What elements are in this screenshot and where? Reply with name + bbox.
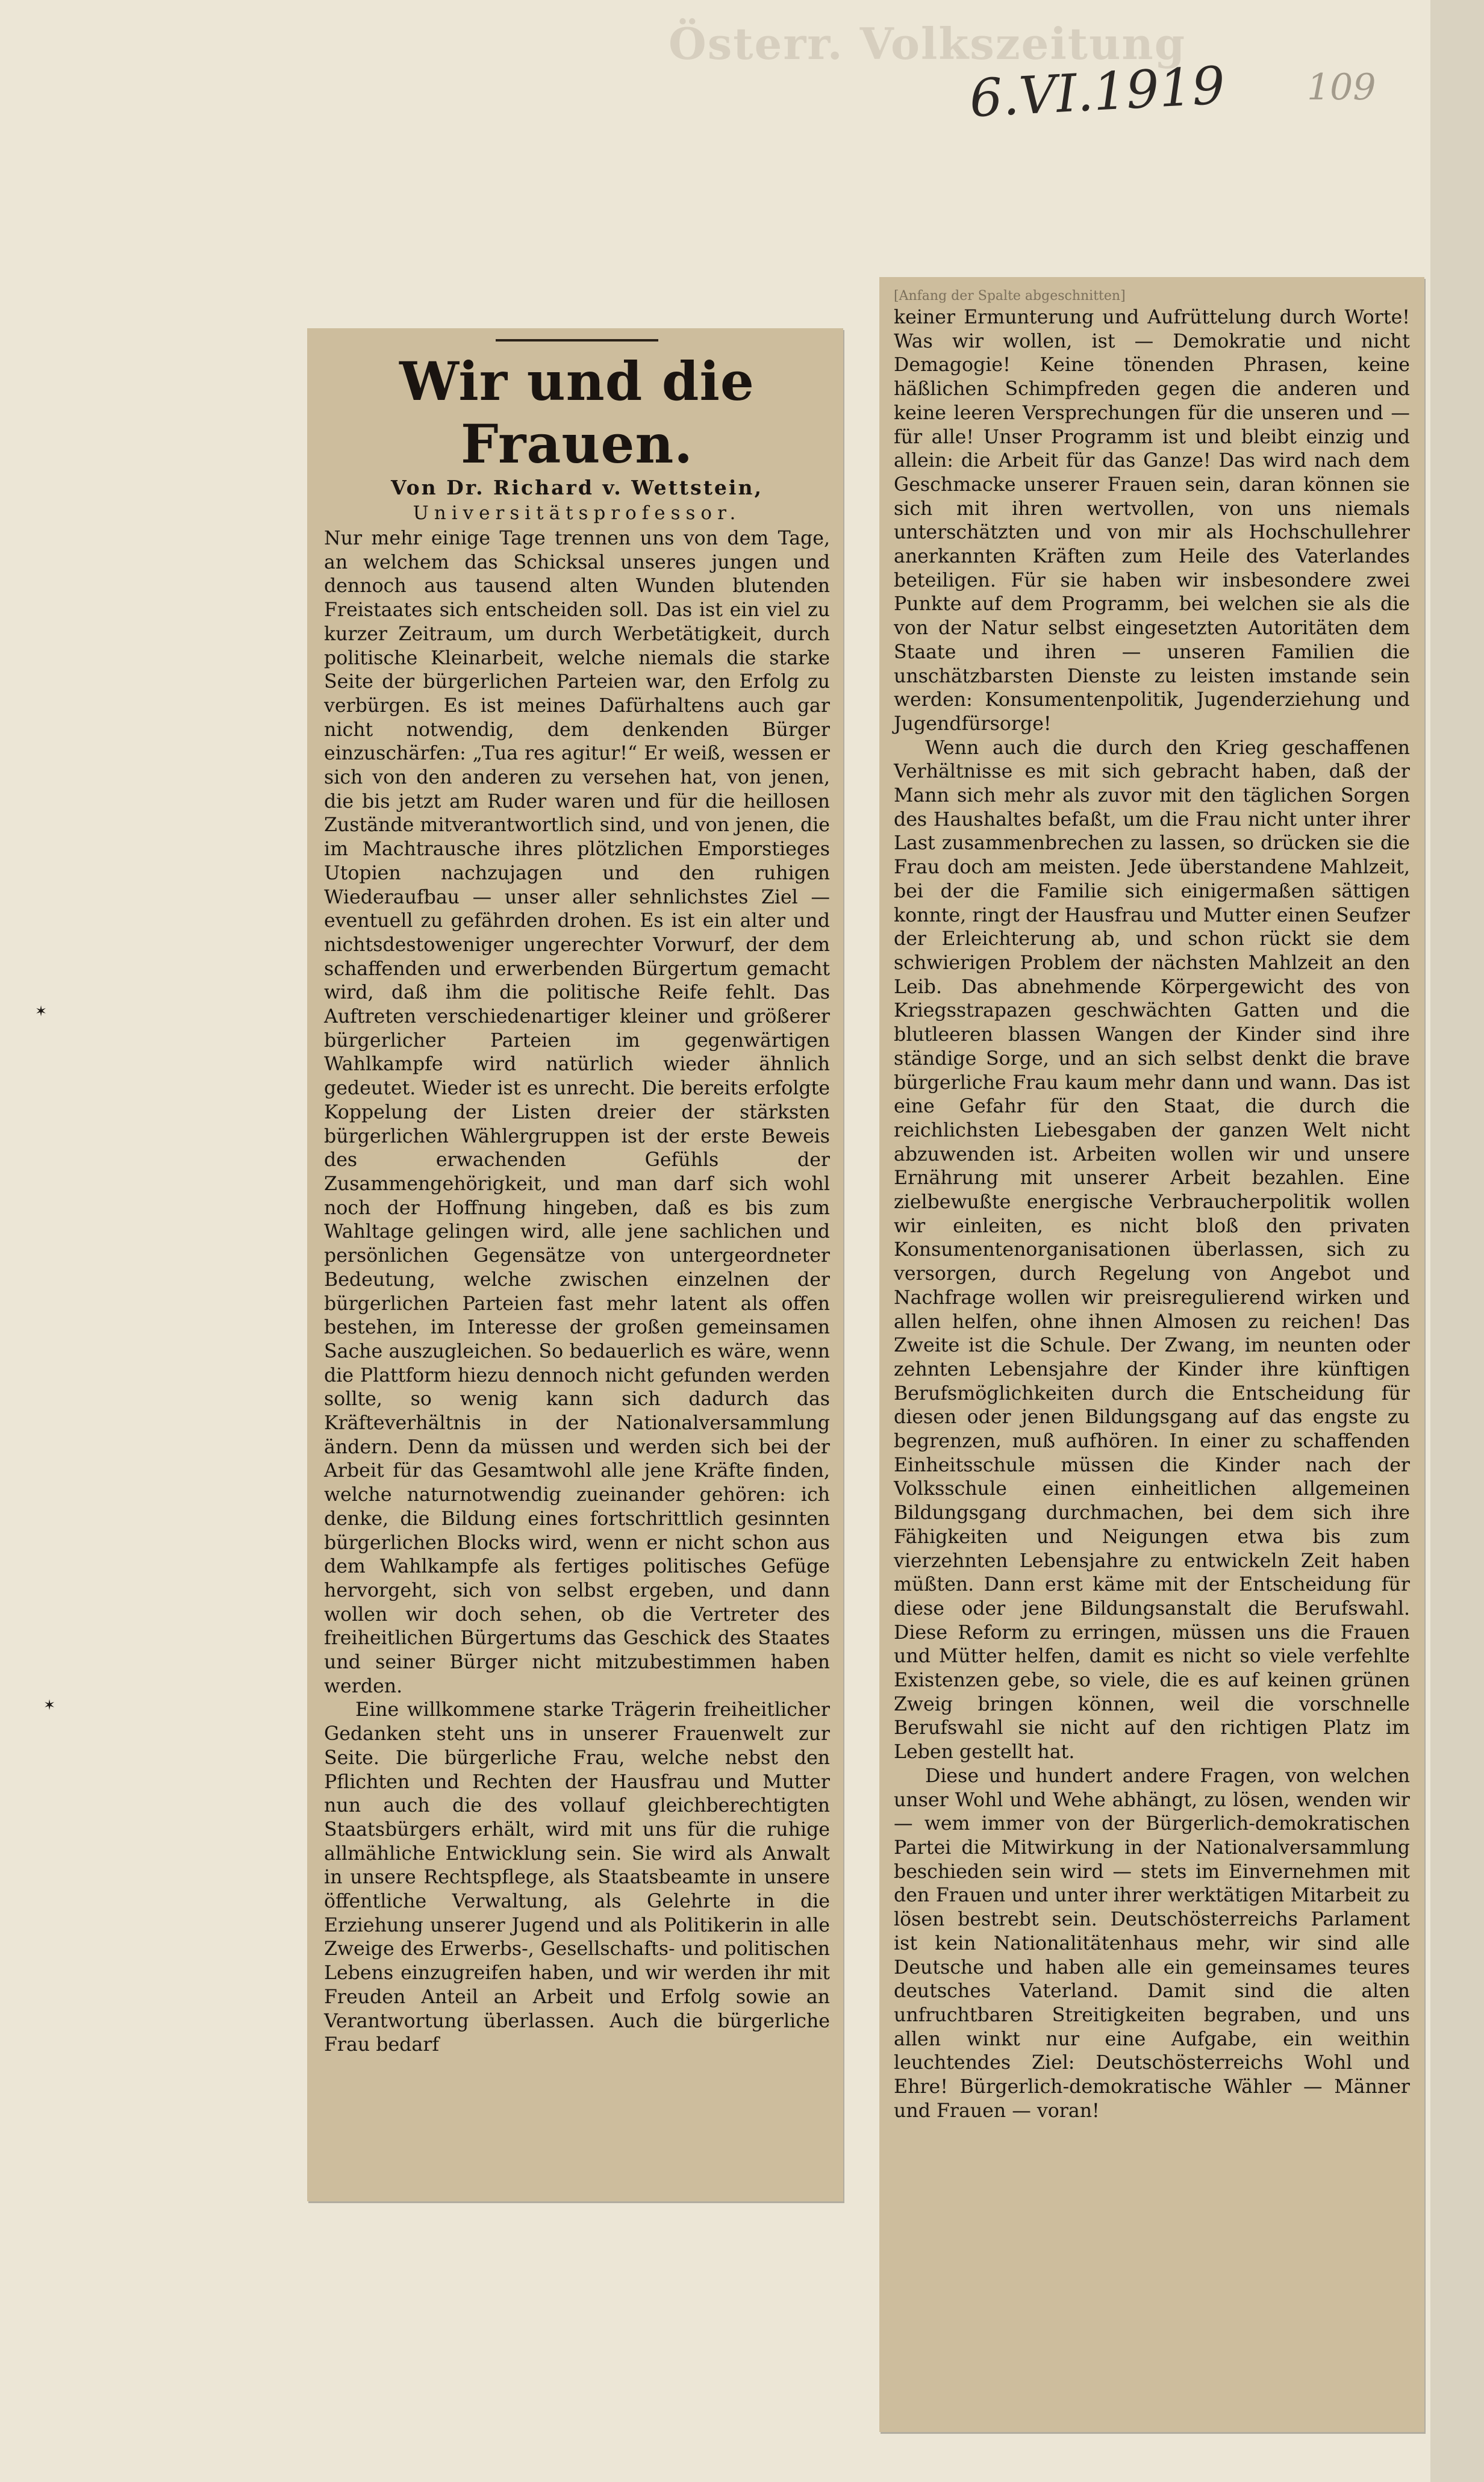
pin-hole-mark: ✶ [35,1003,48,1020]
byline-author [324,475,830,500]
clipping-right [879,277,1424,2432]
pin-hole-mark: ✶ [43,1697,56,1713]
page-edge [1430,0,1484,2482]
source-stamp: Österr. Volkszeitung [669,18,1186,69]
byline-role: Universitätsprofessor. [413,502,741,524]
left-paragraph-1: Nur mehr einige Tage trennen uns von dem Tage, an welchem das Schicksal unseres jungen und dennoch aus tausend alten Wunden blutenden Freistaates sich entscheiden soll. Das ist ein viel zu kurzer Zeitraum, um durch Werbetätigkeit, durch politische Kleinarbeit, welche niemals die starke Seite der bürgerlichen Parteien war, den Erfolg zu verbürgen. Es ist meines Dafürhaltens auch gar nicht notwendig, dem denkenden Bürger einzuschärfen: „Tua res agitur!“ Er weiß, wessen er sich von den anderen zu versehen hat, von jenen, die bis jetzt am Ruder waren und für die heillosen Zustände mitverantwortlich sind, und von jenen, die im Machtrausche ihres plötzlichen Emporstieges Utopien nachzujagen und den ruhigen Wiederaufbau — unser aller sehnlichstes Ziel — eventuell zu gefährden drohen. Es ist ein alter und nichtsdestoweniger ungerechter Vorwurf, der dem schaffenden und erwerbenden Bürgertum gemacht wird, daß ihm die politische Reife fehlt. Das Auftreten verschiedenartiger kleiner und größerer bürgerlicher Parteien im gegenwärtigen Wahlkampfe wird natürlich wieder ähnlich gedeutet. Wieder ist es unrecht. Die bereits erfolgte Koppelung der Listen dreier der stärksten bürgerlichen Wählergruppen ist der erste Beweis des erwachenden Gefühls der Zusammengehörigkeit, und man darf sich wohl noch der Hoffnung hingeben, daß es bis zum Wahltage gelingen wird, alle jene sachlichen und persönlichen Gegensätze von untergeordneter Bedeutung, welche zwischen einzelnen der bürgerlichen Parteien fast mehr latent als offen bestehen, im Interesse der großen gemeinsamen Sache auszugleichen. So bedauerlich es wäre, wenn die Plattform hiezu dennoch nicht gefunden werden sollte, so wenig kann sich dadurch das Kräfteverhältnis in der Nationalversammlung ändern. Denn da müssen und werden sich bei der Arbeit für das Gesamtwohl alle jene Kräfte finden, welche naturnotwendig zueinander gehören: ich denke, die Bildung eines fortschrittlich gesinnten bürgerlichen Blocks wird, wenn er nicht schon aus dem Wahlkampfe als fertiges politisches Gefüge hervorgeht, sich von selbst ergeben, und dann wollen wir doch sehen, ob die Vertreter des freiheitlichen Bürgertums das Geschick des Staates und seiner Bürger nicht mitzubestimmen haben werden. [324,528,830,1697]
right-column-cutline: [Anfang der Spalte abgeschnitten] [894,288,1126,304]
right-paragraph-1: keiner Ermunterung und Aufrüttelung durch Worte! Was wir wollen, ist — Demokratie und nicht Demagogie! Keine tönenden Phrasen, keine häßlichen Schimpfreden gegen die anderen und keine leeren Versprechungen für die unseren und — für alle! Unser Programm ist und bleibt einzig und allein: die Arbeit für das Ganze! Das wird nach dem Geschmacke unserer Frauen sein, daran können sie sich mit ihren wertvollen, von uns niemals unterschätzten und von mir als Hochschullehrer anerkannten Kräften zum Heile des Vaterlandes beteiligen. Für sie haben wir insbesondere zwei Punkte auf dem Programm, bei welchen sie als die von der Natur selbst eingesetzten Autoritäten dem Staate und ihren — unseren Familien die unschätzbarsten Dienste zu leisten imstande sein werden: Konsumentenpolitik, Jugenderziehung und Jugendfürsorge! [894,307,1410,735]
header-rule [496,339,658,341]
byline-author-text: Von Dr. Richard v. Wettstein, [391,476,763,499]
left-paragraph-2: Eine willkommene starke Trägerin freiheitlicher Gedanken steht uns in unserer Frauenwelt zur Seite. Die bürgerliche Frau, welche nebst den Pflichten und Rechten der Hausfrau und Mutter nun auch die des vollauf gleichberechtigten Staatsbürgers erhält, wird mit uns für die ruhige allmähliche Entwicklung sein. Sie wird als Anwalt in unsere Rechtspflege, als Staatsbeamte in unsere öffentliche Verwaltung, als Gelehrte in die Erziehung unserer Jugend und als Politikerin in alle Zweige des Erwerbs-, Gesellschafts- und politischen Lebens einzugreifen haben, und wir werden ihr mit Freuden Anteil an Arbeit und Erfolg sowie an Verantwortung überlassen. Auch die bürgerliche Frau bedarf [324,1699,830,2056]
clipping-left [307,328,843,2201]
right-paragraph-2: Wenn auch die durch den Krieg geschaffenen Verhältnisse es mit sich gebracht haben, daß der Mann sich mehr als zuvor mit den täglichen Sorgen des Haushaltes befaßt, um die Frau nicht unter ihrer Last zusammenbrechen zu lassen, so drücken sie die Frau doch am meisten. Jede überstandene Mahlzeit, bei der die Familie sich einigermaßen sättigen konnte, ringt der Hausfrau und Mutter einen Seufzer der Erleichterung ab, und schon rückt sie dem schwierigen Problem der nächsten Mahlzeit an den Leib. Das abnehmende Körpergewicht des von Kriegsstrapazen geschwächten Gatten und die blutleeren blassen Wangen der Kinder sind ihre ständige Sorge, und an sich selbst denkt die brave bürgerliche Frau kaum mehr dann und wann. Das ist eine Gefahr für den Staat, die durch die reichlichsten Liebesgaben der ganzen Welt nicht abzuwenden ist. Arbeiten wollen wir und unsere Ernährung mit unserer Arbeit bezahlen. Eine zielbewußte energische Verbraucherpolitik wollen wir einleiten, es nicht bloß den privaten Konsumentenorganisationen überlassen, sich zu versorgen, durch Regelung von Angebot und Nachfrage wollen wir preisregulierend wirken und allen helfen, ohne ihnen Almosen zu reichen! Das Zweite ist die Schule. Der Zwang, im neunten oder zehnten Lebensjahre der Kinder ihre künftigen Berufsmöglichkeiten durch die Entscheidung für diesen oder jenen Bildungsgang auf das engste zu begrenzen, muß aufhören. In einer zu schaffenden Einheitsschule müssen die Kinder nach der Volksschule einen einheitlichen allgemeinen Bildungsgang durchmachen, bei dem sich ihre Fähigkeiten und Neigungen etwa bis zum vierzehnten Lebensjahre zu entwickeln Zeit haben müßten. Dann erst käme mit der Entscheidung für diese oder jene Bildungsanstalt die Berufswahl. Diese Reform zu erringen, müssen uns die Frauen und Mütter helfen, damit es nicht so viele verfehlte Existenzen gebe, so viele, die es auf keinen grünen Zweig bringen können, weil die vorschnelle Berufswahl sie nicht auf den richtigen Platz im Leben gestellt hat. [894,737,1410,1763]
handwritten-date: 6.VI.1919 [968,55,1227,129]
folio-number: 109 [1307,66,1376,108]
right-paragraph-3: Diese und hundert andere Fragen, von welchen unser Wohl und Wehe abhängt, zu lösen, wenden wir — wem immer von der Bürgerlich-demokratischen Partei die Mitwirkung in der Nationalversammlung beschieden sein wird — stets im Einvernehmen mit den Frauen und unter ihrer werktätigen Mitarbeit zu lösen bestrebt sein. Deutschösterreichs Parlament ist kein Nationalitätenhaus mehr, wir sind alle Deutsche und haben alle ein gemeinsames teures deutsches Vaterland. Damit sind die alten unfruchtbaren Streitigkeiten begraben, und uns allen winkt nur eine Aufgabe, ein weithin leuchtendes Ziel: Deutschösterreichs Wohl und Ehre! Bürgerlich-demokratische Wähler — Männer und Frauen — voran! [894,1765,1410,2122]
article-headline: Wir und die Frauen. [399,350,755,475]
